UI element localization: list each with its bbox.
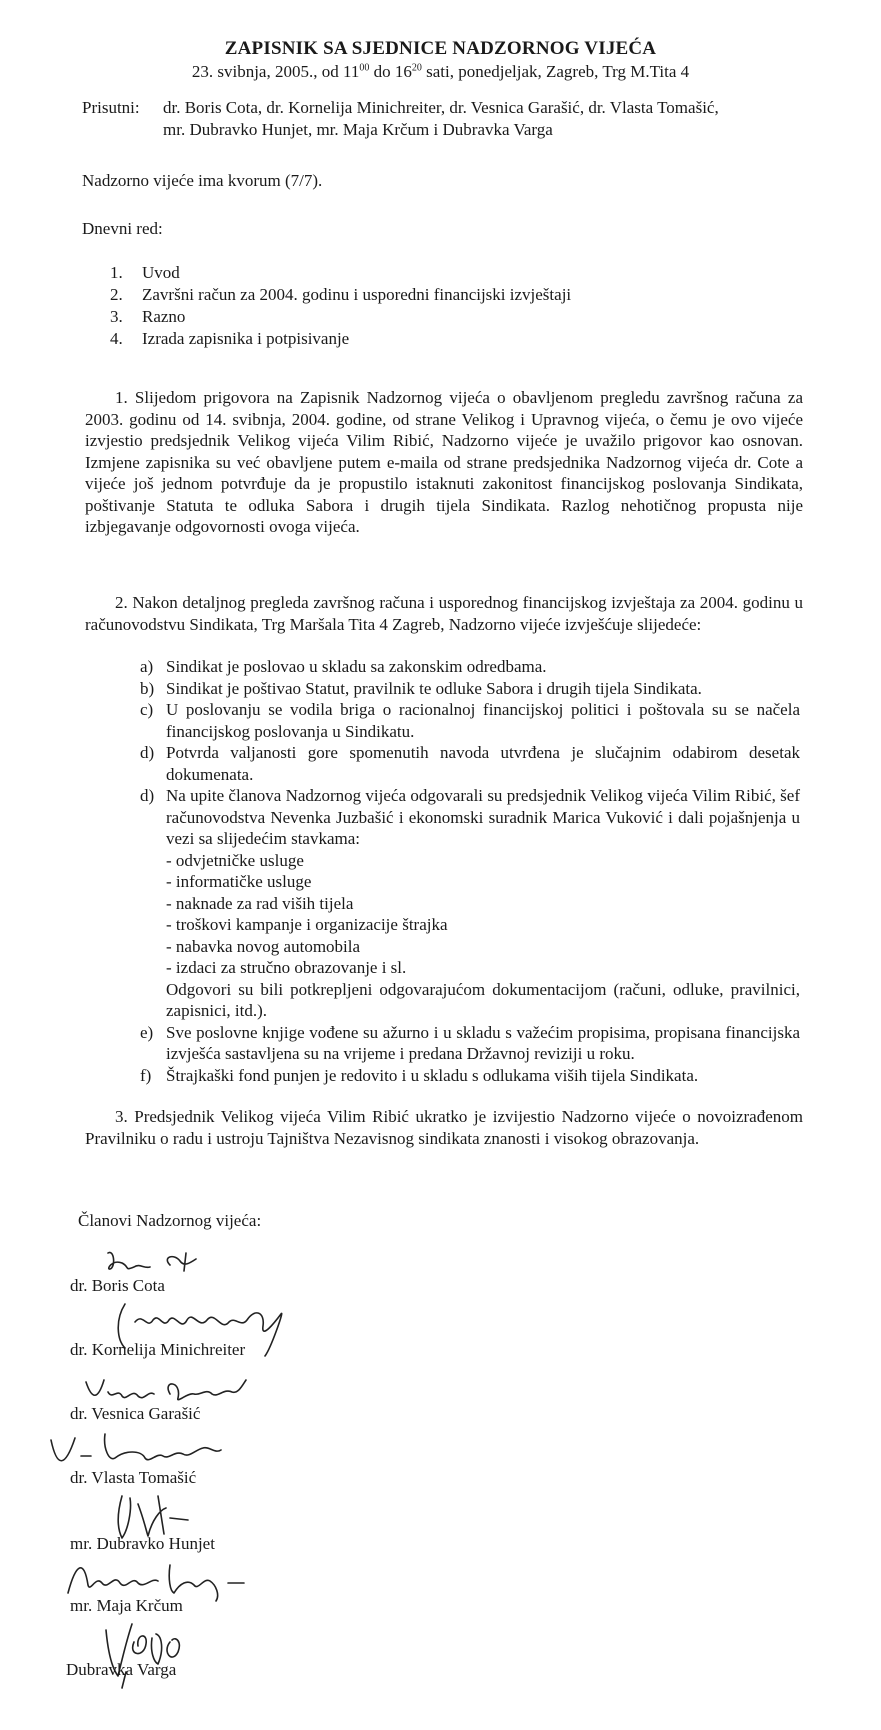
finding-item: e) Sve poslovne knjige vođene su ažurno i u skladu s važećim propisima, propisana financijska izvješća sastavljena su na vrijeme i predana Državnoj reviziji u roku. xyxy=(140,1022,800,1063)
expense-item: - odvjetničke usluge xyxy=(166,850,800,872)
signatory-name: dr. Vlasta Tomašić xyxy=(70,1468,197,1487)
point-2-paragraph: 2. Nakon detaljnog pregleda završnog računa i usporednog financijskog izvještaja za 2004. godinu u računovodstvu Sindikata, Trg Maršala Tita 4 Zagreb, Nadzorno vijeće izvješćuje slijedeće: xyxy=(85,593,803,634)
agenda-label: Dnevni red: xyxy=(82,219,163,238)
expense-item: - troškovi kampanje i organizacije štrajka xyxy=(166,914,800,936)
signature-cota xyxy=(100,1245,210,1280)
findings-list xyxy=(140,656,800,1086)
subtitle-to: do 16 xyxy=(369,62,412,81)
finding-item: d) Na upite članova Nadzornog vijeća odgovarali su predsjednik Velikog vijeća Vilim Ribić, šef računovodstva Nevenka Juzbašić i ekonomski suradnik Marica Vuković i dali pojašnjenja u vezi sa slijedećim stavkama: - odvjetničke usluge - informatičke usluge - naknade za rad viših tijela - troškovi kampanje i organizacije štrajka - nabavka novog automobila - izdaci za stručno obrazovanje i sl. Odgovori su bili potkrepljeni odgovarajućom dokumentacijom (računi, odluke, pravilnici, zapisnici, itd.). xyxy=(140,785,800,1022)
expense-items-list xyxy=(166,850,800,979)
document-subtitle xyxy=(0,62,881,82)
agenda-item: 4. Izrada zapisnika i potpisivanje xyxy=(110,329,350,348)
finding-item: d) Potvrda valjanosti gore spomenutih navoda utvrđena je slučajnim odabirom desetak dokumenata. xyxy=(140,743,800,784)
signatory-name: dr. Boris Cota xyxy=(70,1276,165,1295)
expense-item: - naknade za rad viših tijela xyxy=(166,893,800,915)
point-1-paragraph: 1. Slijedom prigovora na Zapisnik Nadzornog vijeća o obavljenom pregledu završnog računa za 2003. godinu od 14. svibnja, 2004. godine, od strane Velikog i Upravnog vijeća, o čemu je ovo vijeće izvjestio predsjednik Velikog vijeća Vilim Ribić, Nadzorno vijeće je uvažilo prigovor kao osnovan. Izmjene zapisnika su već obavljene putem e-maila od strane predsjednika Nadzornog vijeća dr. Cote a vijeće još jednom potvrđuje da je propustilo istaknuti zakonitost financijskog poslovanja Sindikata, poštivanje Statuta te odluka Sabora i drugih tijela Sindikata. Razlog nehotičnog propusta nije izbjegavanje odgovornosti ovoga vijeća. xyxy=(85,388,803,536)
present-label: Prisutni: xyxy=(82,98,140,117)
agenda-item: 3. Razno xyxy=(110,307,186,326)
subtitle-end-minutes: 20 xyxy=(411,62,422,74)
agenda-item: 2. Završni račun za 2004. godinu i usporedni financijski izvještaji xyxy=(110,285,572,304)
finding-item: c) U poslovanju se vodila briga o racionalnoj financijskoj politici i poštovala su se načela financijskog poslovanja u Sindikatu. xyxy=(140,700,800,741)
evidence-text: Odgovori su bili potkrepljeni odgovarajućom dokumentacijom (računi, odluke, pravilnici, zapisnici, itd.). xyxy=(166,979,800,1020)
signatory-name: dr. Kornelija Minichreiter xyxy=(70,1340,246,1359)
subtitle-date: 23. svibnja, 2005., od 11 xyxy=(191,62,360,81)
agenda-list xyxy=(110,262,571,350)
signatory-name: Dubravka Varga xyxy=(66,1660,177,1679)
finding-item: a) Sindikat je poslovao u skladu sa zakonskim odredbama. xyxy=(140,657,547,676)
point-3-paragraph: 3. Predsjednik Velikog vijeća Vilim Ribić ukratko je izvijestio Nadzorno vijeće o novoizrađenom Pravilniku o radu i ustroju Tajništva Nezavisnog sindikata znanosti i visokog obrazovanja. xyxy=(85,1107,803,1148)
present-line-2: mr. Dubravko Hunjet, mr. Maja Krčum i Dubravka Varga xyxy=(163,120,553,139)
finding-d2-text: Na upite članova Nadzornog vijeća odgovarali su predsjednik Velikog vijeća Vilim Ribić, šef računovodstva Nevenka Juzbašić i ekonomski suradnik Marica Vuković i dali pojašnjenja u vezi sa slijedećim stavkama: xyxy=(166,786,800,848)
finding-item: f) Štrajkaški fond punjen je redovito i u skladu s odlukama viših tijela Sindikata. xyxy=(140,1065,699,1085)
expense-item: - nabavka novog automobila xyxy=(166,936,800,958)
document-title: ZAPISNIK SA SJEDNICE NADZORNOG VIJEĆA xyxy=(224,38,657,59)
subtitle-location: sati, ponedjeljak, Zagreb, Trg M.Tita 4 xyxy=(421,62,690,81)
expense-item: - informatičke usluge xyxy=(166,871,800,893)
signature-varga xyxy=(92,1612,202,1692)
quorum-statement: Nadzorno vijeće ima kvorum (7/7). xyxy=(82,171,323,190)
signatory-name: mr. Dubravko Hunjet xyxy=(70,1534,215,1553)
expense-item: - izdaci za stručno obrazovanje i sl. xyxy=(166,957,800,979)
agenda-item: 1. Uvod xyxy=(110,263,180,282)
finding-item: b) Sindikat je poštivao Statut, pravilnik te odluke Sabora i drugih tijela Sindikata. xyxy=(140,678,702,698)
present-line-1: dr. Boris Cota, dr. Kornelija Minichreiter, dr. Vesnica Garašić, dr. Vlasta Tomašić, xyxy=(163,98,719,117)
signatory-name: mr. Maja Krčum xyxy=(70,1596,183,1615)
subtitle-start-minutes: 00 xyxy=(359,62,370,74)
signatory-name: dr. Vesnica Garašić xyxy=(70,1404,201,1423)
members-label: Članovi Nadzornog vijeća: xyxy=(78,1211,262,1230)
